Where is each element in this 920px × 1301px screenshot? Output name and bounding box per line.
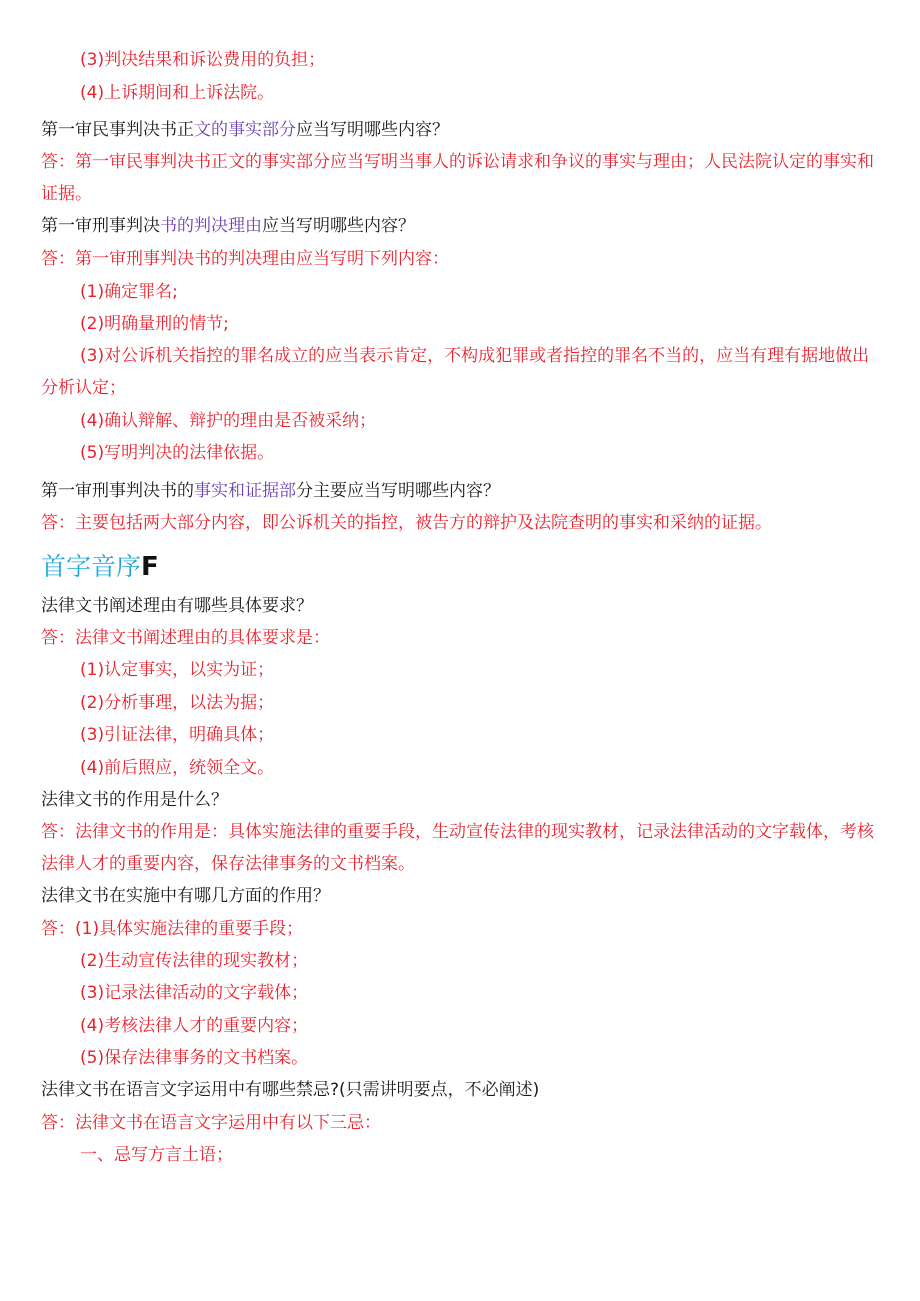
question-criminal-reasons (41, 214, 880, 238)
list-item: (3)引证法律，明确具体； (80, 725, 275, 745)
question-text: 法律文书的作用是什么？ (41, 790, 228, 810)
highlighted-term: 事实和证据部 (194, 481, 296, 501)
answer-text: 答：法律文书在语言文字运用中有以下三忌： (41, 1113, 381, 1133)
list-item: (2)分析事理，以法为据； (80, 693, 275, 713)
list-item: (5)写明判决的法律依据。 (80, 443, 275, 463)
list-item: (1)认定事实，以实为证； (80, 660, 275, 680)
list-item-continuation: 分析认定； (41, 378, 126, 398)
question-civil-facts (41, 118, 880, 142)
question-text: 第一审刑事判决 (41, 216, 160, 236)
answer-text: 法律人才的重要内容，保存法律事务的文书档案。 (41, 854, 415, 874)
answer-text: 答：主要包括两大部分内容，即公诉机关的指控，被告方的辩护及法院查明的事实和采纳的证据。 (41, 513, 772, 533)
question-text: 法律文书在实施中有哪几方面的作用？ (41, 886, 330, 906)
list-item: (1)确定罪名; (80, 282, 178, 302)
answer-text: 证据。 (41, 184, 92, 204)
question-criminal-facts (41, 479, 880, 503)
answer-text: 答：法律文书的作用是：具体实施法律的重要手段，生动宣传法律的现实教材，记录法律活动的文字载体，考核 (41, 822, 874, 842)
question-text: 第一审刑事判决书的 (41, 481, 194, 501)
list-item: (5)保存法律事务的文书档案。 (80, 1048, 309, 1068)
answer-text: 答：法律文书阐述理由的具体要求是： (41, 628, 330, 648)
list-item: (3)判决结果和诉讼费用的负担； (80, 50, 326, 70)
question-text: 法律文书阐述理由有哪些具体要求？ (41, 596, 313, 616)
section-heading-letter: F (141, 552, 159, 582)
section-heading-text: 首字音序 (41, 552, 142, 581)
highlighted-term: 书的判决理由 (160, 216, 262, 236)
answer-text: 答：第一审民事判决书正文的事实部分应当写明当事人的诉讼请求和争议的事实与理由；人民法院认定的事实和 (41, 152, 874, 172)
question-text: 分主要应当写明哪些内容？ (296, 481, 500, 501)
list-item: (3)记录法律活动的文字载体； (80, 983, 309, 1003)
question-text: 应当写明哪些内容？ (262, 216, 415, 236)
list-item: (2)明确量刑的情节; (80, 314, 229, 334)
list-item: (3)对公诉机关指控的罪名成立的应当表示肯定，不构成犯罪或者指控的罪名不当的，应当有理有据地做出 (80, 346, 870, 366)
section-heading (41, 550, 159, 584)
list-item: (4)考核法律人才的重要内容； (80, 1016, 309, 1036)
question-text: 应当写明哪些内容？ (296, 120, 449, 140)
list-item: (4)上诉期间和上诉法院。 (80, 83, 275, 103)
list-item: (4)前后照应，统领全文。 (80, 758, 275, 778)
answer-text: 答：第一审刑事判决书的判决理由应当写明下列内容： (41, 249, 449, 269)
list-item: (4)确认辩解、辩护的理由是否被采纳； (80, 411, 377, 431)
highlighted-term: 文的事实部分 (194, 120, 296, 140)
list-item: (2)生动宣传法律的现实教材； (80, 951, 309, 971)
question-text: 第一审民事判决书正 (41, 120, 194, 140)
answer-text: 答：(1)具体实施法律的重要手段； (41, 919, 304, 939)
question-text: 法律文书在语言文字运用中有哪些禁忌?(只需讲明要点，不必阐述) (41, 1080, 540, 1100)
list-item: 一、忌写方言土语； (80, 1145, 233, 1165)
